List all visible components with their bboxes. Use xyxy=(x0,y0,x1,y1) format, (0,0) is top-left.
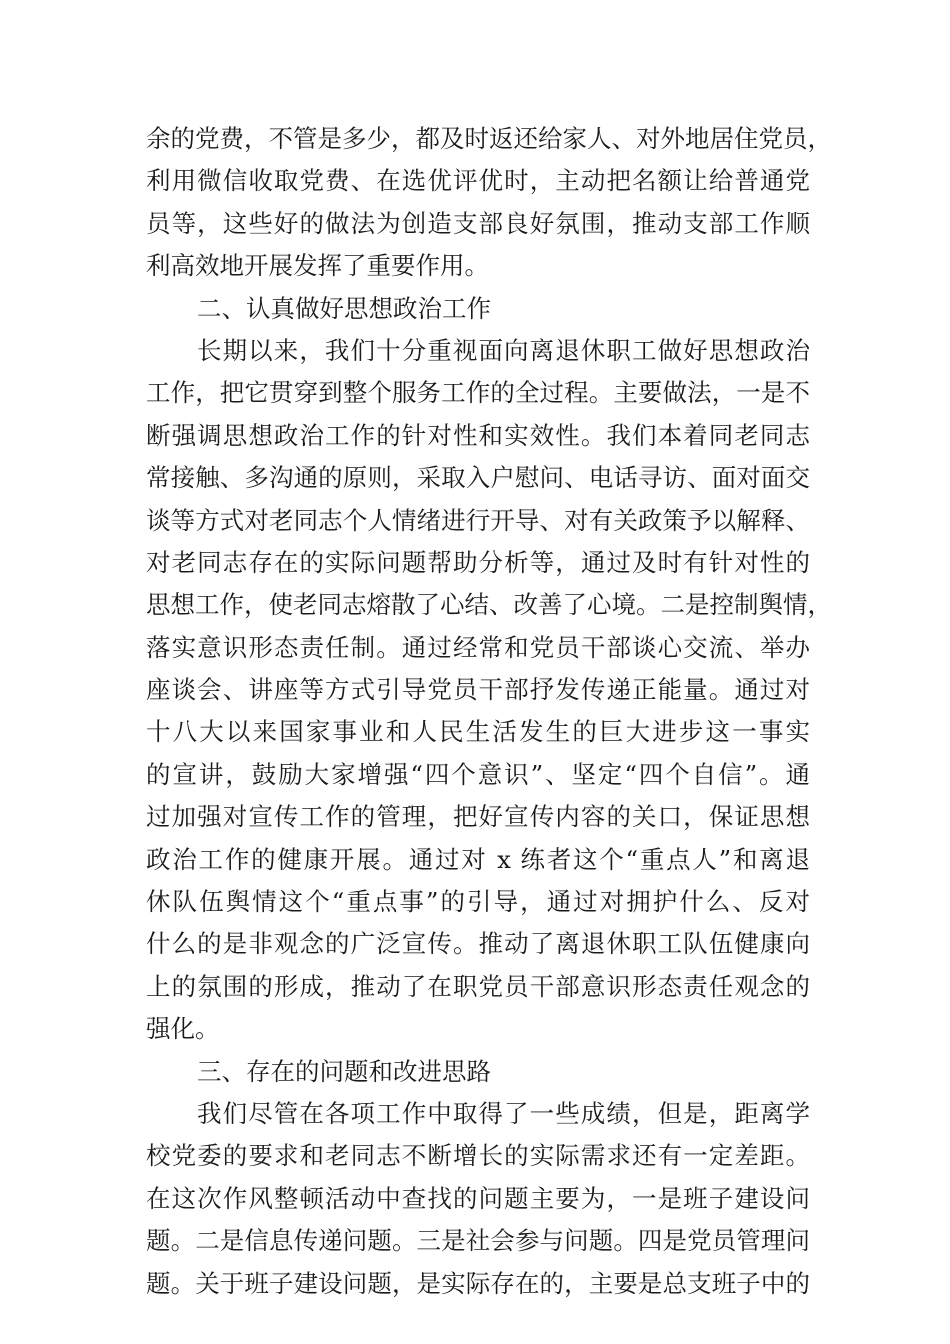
paragraph-line: 什么的是非观念的广泛宣传。推动了离退休职工队伍健康向 xyxy=(146,929,810,959)
paragraph-line: 过加强对宣传工作的管理，把好宣传内容的关口，保证思想 xyxy=(146,802,810,832)
paragraph-line: 在这次作风整顿活动中查找的问题主要为，一是班子建设问 xyxy=(146,1183,810,1213)
paragraph-line: 的宣讲，鼓励大家增强“四个意识”、坚定“四个自信”。通 xyxy=(146,759,810,789)
paragraph-line: 员等，这些好的做法为创造支部良好氛围，推动支部工作顺 xyxy=(146,208,810,238)
paragraph-line: 座谈会、讲座等方式引导党员干部抒发传递正能量。通过对 xyxy=(146,675,810,705)
paragraph-line: 利用微信收取党费、在选优评优时，主动把名额让给普通党 xyxy=(146,166,810,196)
paragraph-line: 工作，把它贯穿到整个服务工作的全过程。主要做法，一是不 xyxy=(146,378,810,408)
paragraph-line: 断强调思想政治工作的针对性和实效性。我们本着同老同志 xyxy=(146,420,810,450)
paragraph-line: 落实意识形态责任制。通过经常和党员干部谈心交流、举办 xyxy=(146,632,810,662)
section-heading: 二、认真做好思想政治工作 xyxy=(197,293,491,323)
paragraph-line: 题。关于班子建设问题，是实际存在的，主要是总支班子中的 xyxy=(146,1268,810,1298)
paragraph-line: 利高效地开展发挥了重要作用。 xyxy=(146,251,489,281)
paragraph-line: 余的党费，不管是多少，都及时返还给家人、对外地居住党员， xyxy=(146,124,832,153)
paragraph-line: 思想工作，使老同志熔散了心结、改善了心境。二是控制舆情， xyxy=(146,590,832,620)
paragraph-line: 我们尽管在各项工作中取得了一些成绩，但是，距离学 xyxy=(197,1098,810,1128)
section-heading: 三、存在的问题和改进思路 xyxy=(197,1056,491,1086)
document-body xyxy=(146,118,832,1305)
paragraph-line: 题。二是信息传递问题。三是社会参与问题。四是党员管理问 xyxy=(146,1226,810,1256)
paragraph-line: 上的氛围的形成，推动了在职党员干部意识形态责任观念的 xyxy=(146,971,810,1001)
paragraph-line: 长期以来，我们十分重视面向离退休职工做好思想政治 xyxy=(197,335,810,365)
paragraph-line: 谈等方式对老同志个人情绪进行开导、对有关政策予以解释、 xyxy=(146,505,810,535)
paragraph-line: 政治工作的健康开展。通过对 x 练者这个“重点人”和离退 xyxy=(146,844,810,874)
paragraph-line: 强化。 xyxy=(146,1014,220,1044)
paragraph-line: 校党委的要求和老同志不断增长的实际需求还有一定差距。 xyxy=(146,1141,810,1171)
paragraph-line: 对老同志存在的实际问题帮助分析等，通过及时有针对性的 xyxy=(146,547,810,577)
paragraph-line: 常接触、多沟通的原则，采取入户慰问、电话寻访、面对面交 xyxy=(146,463,810,493)
paragraph-line: 十八大以来国家事业和人民生活发生的巨大进步这一事实 xyxy=(146,717,810,747)
paragraph-line: 休队伍舆情这个“重点事”的引导，通过对拥护什么、反对 xyxy=(146,887,810,917)
